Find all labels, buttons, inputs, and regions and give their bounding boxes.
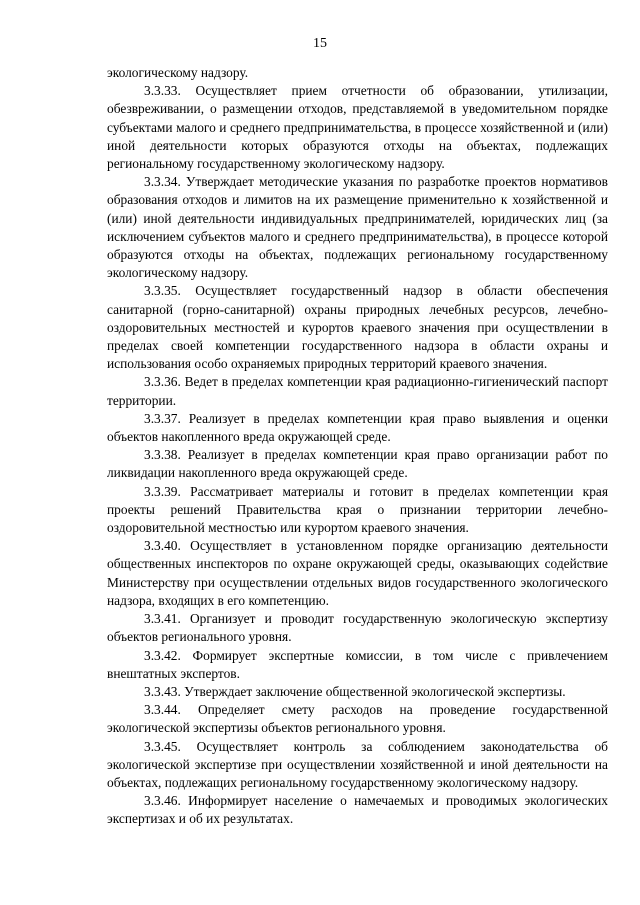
paragraph-3-3-46: 3.3.46. Информирует население о намечаемых и проводимых экологических экспертизах и об их результатах. [107,793,608,827]
paragraph-3-3-43: 3.3.43. Утверждает заключение общественной экологической экспертизы. [144,683,566,699]
paragraph-3-3-39: 3.3.39. Рассматривает материалы и готовит в пределах компетенции края проекты решений Правительства края о признании территории лечебно-оздоровительной местностью или курортом краевого значения. [107,483,608,536]
paragraph-3-3-45: 3.3.45. Осуществляет контроль за соблюдением законодательства об экологической экспертизе при осуществлении хозяйственной и иной деятельности на объектах, подлежащих региональному государственному экологическому надзору. [107,738,608,790]
paragraph-3-3-34: 3.3.34. Утверждает методические указания по разработке проектов нормативов образования отходов и лимитов на их размещение применительно к хозяйственной и (или) иной деятельности индивидуальных предпринимателей, юридических лиц (за исключением субъектов малого и среднего предпринимательства), в процессе которой образуются отходы на объектах, подлежащих региональному государственному экологическому надзору. [107,174,608,281]
page-number: 15 [313,36,327,51]
document-body [107,64,608,829]
paragraph-3-3-37: 3.3.37. Реализует в пределах компетенции края право выявления и оценки объектов накопленного вреда окружающей среде. [107,410,608,445]
paragraph-3-3-33: 3.3.33. Осуществляет прием отчетности об образовании, утилизации, обезвреживании, о размещении отходов, представляемой в уведомительном порядке субъектами малого и среднего предпринимательства, в процессе хозяйственной и (или) иной деятельности которых образуются отходы на объектах, подлежащих региональному государственному экологическому надзору. [107,83,608,172]
paragraph-3-3-40: 3.3.40. Осуществляет в установленном порядке организацию деятельности общественных инспекторов по охране окружающей среды, оказывающих содействие Министерству при осуществлении отдельных видов государственного экологического надзора, входящих в его компетенцию. [107,538,608,608]
paragraph-3-3-42: 3.3.42. Формирует экспертные комиссии, в том числе с привлечением внештатных экспертов. [107,647,608,681]
paragraph-3-3-35: 3.3.35. Осуществляет государственный надзор в области обеспечения санитарной (горно-санитарной) охраны природных лечебных ресурсов, лечебно-оздоровительных местностей и курортов краевого значения при осуществлении в пределах своей компетенции государственного надзора в области охраны и использования особо охраняемых природных территорий краевого значения. [107,283,608,372]
paragraph-3-3-36: 3.3.36. Ведет в пределах компетенции края радиационно-гигиенический паспорт территории. [107,374,608,408]
paragraph-3-3-38: 3.3.38. Реализует в пределах компетенции края право организации работ по ликвидации накопленного вреда окружающей среде. [107,447,608,481]
paragraph-continuation: экологическому надзору. [107,65,249,80]
paragraph-3-3-44: 3.3.44. Определяет смету расходов на проведение государственной экологической экспертизы объектов регионального уровня. [107,702,608,736]
paragraph-3-3-41: 3.3.41. Организует и проводит государственную экологическую экспертизу объектов регионального уровня. [107,611,608,645]
